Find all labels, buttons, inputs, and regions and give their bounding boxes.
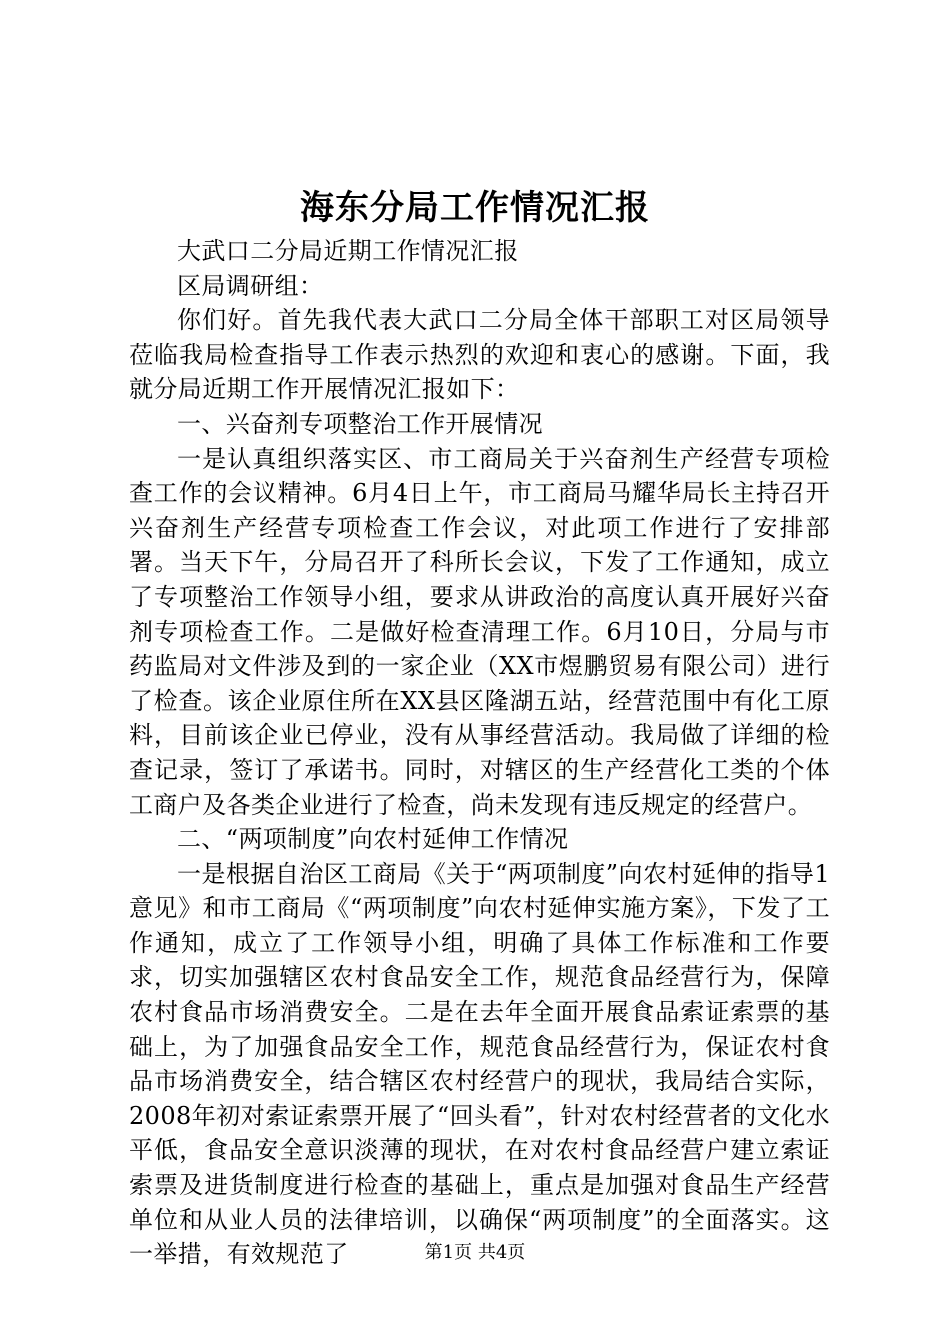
document-title: 海东分局工作情况汇报	[300, 188, 650, 228]
subtitle-paragraph: 大武口二分局近期工作情况汇报	[177, 237, 519, 265]
section-1-paragraph: 一是认真组织落实区、市工商局关于兴奋剂生产经营专项检查工作的会议精神。6月4日上午，市工商局马耀华局长主持召开兴奋剂生产经营专项检查工作会议，对此项工作进行了安排部署。当天下午，分局召开了科所长会议，下发了工作通知，成立了专项整治工作领导小组，要求从讲政治的高度认真开展好兴奋剂专项检查工作。二是做好检查清理工作。6月10日，分局与市药监局对文件涉及到的一家企业（XX市煜鹏贸易有限公司）进行了检查。该企业原住所在XX县区隆湖五站，经营范围中有化工原料，目前该企业已停业，没有从事经营活动。我局做了详细的检查记录，签订了承诺书。同时，对辖区的生产经营化工类的个体工商户及各类企业进行了检查，尚未发现有违反规定的经营户。	[129, 444, 830, 819]
page-footer: 第1页 共4页	[424, 1242, 526, 1263]
salutation-paragraph: 区局调研组：	[177, 271, 324, 300]
document-body	[129, 234, 830, 1272]
section-heading-2: 二、“两项制度”向农村延伸工作情况	[177, 825, 569, 854]
section-heading-1: 一、兴奋剂专项整治工作开展情况	[177, 409, 543, 438]
greeting-paragraph: 你们好。首先我代表大武口二分局全体干部职工对区局领导莅临我局检查指导工作表示热烈的欢迎和衷心的感谢。下面，我就分局近期工作开展情况汇报如下：	[129, 306, 830, 404]
section-2-paragraph: 一是根据自治区工商局《关于“两项制度”向农村延伸的指导1意见》和市工商局《“两项制度”向农村延伸实施方案》，下发了工作通知，成立了工作领导小组，明确了具体工作标准和工作要求，切实加强辖区农村食品安全工作，规范食品经营行为，保障农村食品市场消费安全。二是在去年全面开展食品索证索票的基础上，为了加强食品安全工作，规范食品经营行为，保证农村食品市场消费安全，结合辖区农村经营户的现状，我局结合实际，2008年初对索证索票开展了“回头看”，针对农村经营者的文化水平低，食品安全意识淡薄的现状，在对农村食品经营户建立索证索票及进货制度进行检查的基础上，重点是加强对食品生产经营单位和从业人员的法律培训，以确保“两项制度”的全面落实。这一举措，有效规范了	[129, 859, 830, 1269]
